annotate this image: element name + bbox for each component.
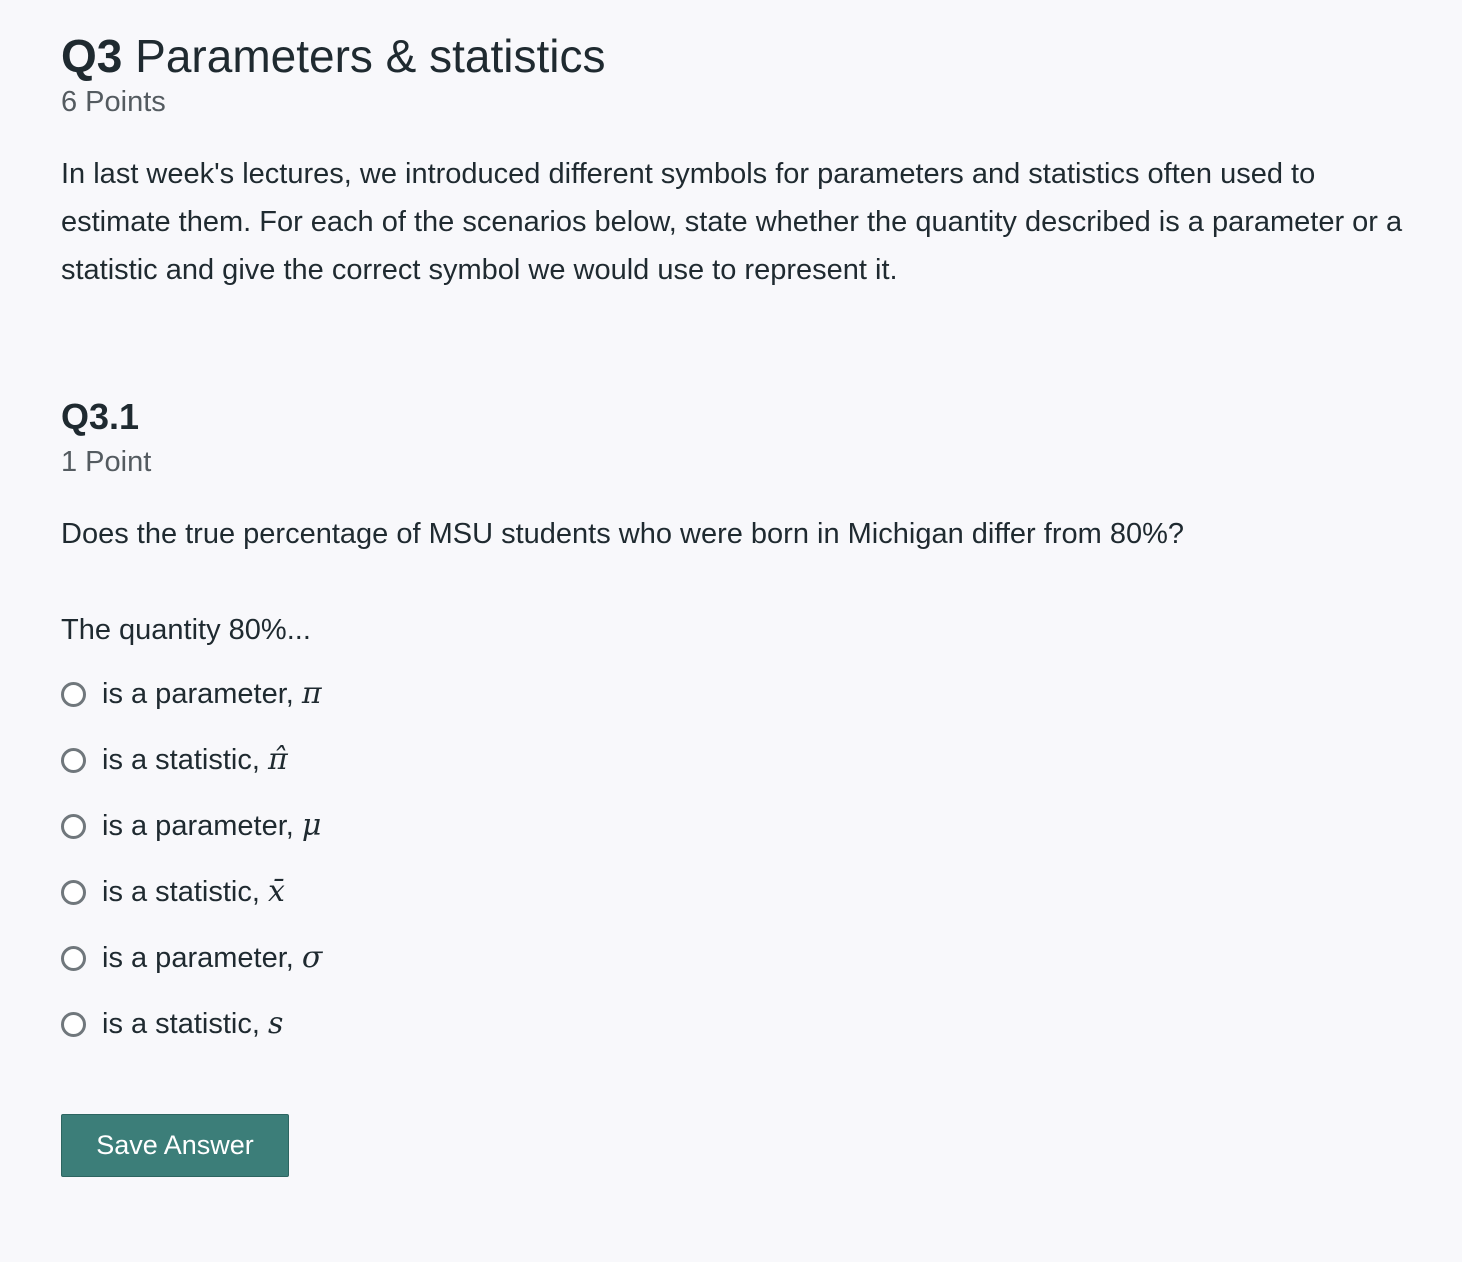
radio-button[interactable]: [61, 880, 86, 905]
question-description: In last week's lectures, we introduced different symbols for parameters and statistics often used to estimate them. For each of the scenarios below, state whether the quantity described is a parameter or a statistic and give the correct symbol we would use to represent it.: [61, 158, 1403, 286]
answer-option[interactable]: [61, 936, 322, 980]
radio-button[interactable]: [61, 748, 86, 773]
option-text: is a statistic,: [102, 876, 260, 908]
answer-option[interactable]: [61, 870, 285, 914]
option-label: [102, 674, 322, 714]
radio-button[interactable]: [61, 682, 86, 707]
option-label: [102, 806, 321, 846]
option-symbol: x̄: [268, 874, 285, 909]
option-text: is a statistic,: [102, 1008, 260, 1040]
option-text: is a statistic,: [102, 744, 260, 776]
option-text: is a parameter,: [102, 810, 294, 842]
radio-button[interactable]: [61, 814, 86, 839]
option-label: [102, 938, 322, 978]
option-symbol: π̂: [268, 742, 288, 777]
option-symbol: μ: [301, 808, 322, 843]
option-label: [102, 740, 288, 780]
option-symbol: s: [268, 1006, 284, 1041]
subquestion-prompt: Does the true percentage of MSU students who were born in Michigan differ from 80%?: [61, 518, 1184, 550]
option-label: [102, 872, 285, 912]
subquestion-stem: The quantity 80%...: [61, 614, 311, 646]
save-answer-button[interactable]: Save Answer: [61, 1114, 289, 1177]
question-title-text: Parameters & statistics: [135, 30, 606, 82]
question-number: Q3: [61, 30, 123, 82]
question-title: [61, 28, 606, 84]
answer-option[interactable]: [61, 1002, 283, 1046]
option-text: is a parameter,: [102, 942, 294, 974]
option-symbol: π: [301, 676, 322, 711]
option-text: is a parameter,: [102, 678, 294, 710]
answer-option[interactable]: [61, 804, 321, 848]
radio-button[interactable]: [61, 946, 86, 971]
answer-option[interactable]: [61, 738, 288, 782]
radio-button[interactable]: [61, 1012, 86, 1037]
question-points: 6 Points: [61, 86, 166, 118]
subquestion-points: 1 Point: [61, 446, 152, 478]
option-symbol: σ: [301, 940, 323, 975]
option-label: [102, 1004, 283, 1044]
subquestion-title: Q3.1: [61, 396, 140, 437]
answer-option[interactable]: [61, 672, 322, 716]
